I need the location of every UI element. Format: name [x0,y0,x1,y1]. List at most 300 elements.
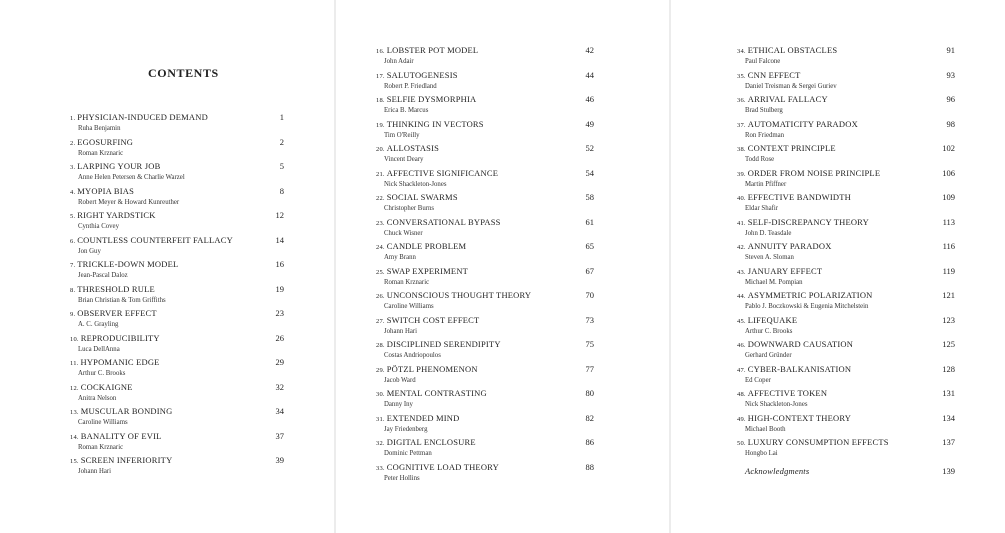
toc-entry[interactable] [376,290,594,315]
entry-number: 8. [70,286,76,294]
entry-title-line [70,186,284,198]
entry-title-line [737,364,955,376]
entry-number: 23. [376,219,385,227]
toc-entry[interactable] [70,259,284,284]
entry-number: 38. [737,146,746,153]
toc-page-left [0,0,334,533]
entry-page-number: 139 [942,465,955,476]
entry-author: Chuck Wisner [384,229,423,237]
entry-author: Martin Pfiffner [745,180,787,188]
entry-page-number: 34 [275,406,284,416]
toc-entry[interactable] [376,266,594,291]
entry-title: BANALITY OF EVIL [80,430,162,441]
entry-title: UNCONSCIOUS THOUGHT THEORY [386,290,532,300]
entry-title-line [70,333,284,345]
entry-title: EGOSURFING [77,136,134,147]
toc-entry[interactable] [70,235,284,260]
entry-title-line [70,455,284,467]
acknowledgments-title: Acknowledgments [745,465,810,476]
entry-title-line [70,137,284,149]
entry-title: OBSERVER EFFECT [77,308,157,318]
entry-number: 24. [376,244,385,251]
entry-number: 42. [737,244,746,251]
entry-title: LIFEQUAKE [747,314,798,325]
entry-title: HIGH-CONTEXT THEORY [747,412,852,423]
toc-page-right [671,0,1005,533]
entry-number: 37. [737,121,746,129]
entry-title-line [737,315,955,327]
entry-title: HYPOMANIC EDGE [80,357,160,367]
entry-author: Caroline Williams [384,303,434,310]
toc-entry[interactable] [737,413,955,438]
entry-title: LOBSTER POT MODEL [386,45,479,55]
entry-title-line [376,290,594,302]
entry-page-number: 80 [585,388,594,398]
entry-title: SELFIE DYSMORPHIA [386,94,477,104]
entry-title: DOWNWARD CAUSATION [747,339,854,349]
entry-number: 11. [70,360,79,367]
entry-author: Roman Krznaric [384,278,430,286]
entry-page-number: 5 [279,161,284,171]
entry-page-number: 73 [585,314,594,325]
toc-entry[interactable] [737,437,955,462]
entry-page-number: 52 [585,143,594,153]
toc-entry[interactable] [737,192,955,217]
entry-title: SELF-DISCREPANCY THEORY [747,216,869,227]
entry-number: 22. [376,195,385,202]
toc-entry[interactable] [376,413,594,438]
entry-author: Ruha Benjamin [78,125,121,132]
toc-entry[interactable] [376,462,594,487]
entry-title-line [70,112,284,124]
toc-entry[interactable] [737,94,955,119]
entry-author: Roman Krznaric [78,443,124,451]
toc-entry-acknowledgments[interactable] [737,466,955,491]
entry-page-number: 26 [275,332,284,343]
entry-title-line [376,143,594,155]
entry-page-number: 134 [942,412,955,423]
entry-page-number: 61 [585,216,594,227]
entry-title-line [70,308,284,320]
entry-author: Michael M. Pompian [745,278,803,286]
entry-title-line [737,241,955,253]
entry-title-line [376,241,594,253]
entry-title: THINKING IN VECTORS [386,118,484,129]
entry-author: Pablo J. Boczkowski & Eugenia Mitchelstein [745,303,869,310]
entry-title-line [376,413,594,425]
entry-page-number: 23 [275,308,284,318]
entry-title: MUSCULAR BONDING [80,406,173,416]
contents-heading: CONTENTS [148,66,219,80]
entry-title: CONTEXT PRINCIPLE [747,143,836,153]
entry-title: DISCIPLINED SERENDIPITY [386,339,501,349]
toc-entry[interactable] [376,364,594,389]
entry-title-line [70,357,284,369]
entry-title-line [737,168,955,180]
entry-author: Cynthia Covey [78,223,119,230]
entry-title-line [70,431,284,443]
entry-page-number: 29 [275,357,284,367]
entry-title-line [737,413,955,425]
entry-page-number: 39 [275,455,284,465]
toc-entry[interactable] [70,406,284,431]
entry-number: 2. [70,139,76,147]
entry-title: CYBER-BALKANISATION [747,363,852,374]
entry-page-number: 121 [942,290,955,300]
entry-title: AFFECTIVE SIGNIFICANCE [386,167,499,178]
entry-author: Anne Helen Petersen & Charlie Warzel [78,174,185,181]
toc-entry[interactable] [70,210,284,235]
toc-entry[interactable] [376,241,594,266]
entry-number: 6. [70,237,76,245]
entry-title: REPRODUCIBILITY [80,332,160,343]
entry-number: 46. [737,342,746,349]
toc-entry[interactable] [376,143,594,168]
entry-title: ORDER FROM NOISE PRINCIPLE [747,167,881,178]
entry-page-number: 113 [942,216,955,227]
entry-number: 15. [70,458,79,465]
entry-title-line [376,45,594,57]
entry-title: ARRIVAL FALLACY [747,94,828,104]
entry-author: Ed Coper [745,376,771,384]
toc-entry[interactable] [737,217,955,242]
entry-title: COUNTLESS COUNTERFEIT FALLACY [77,234,233,245]
entry-page-number: 14 [275,234,284,245]
entry-page-number: 93 [946,69,955,80]
entry-number: 12. [70,384,79,392]
toc-entry[interactable] [70,137,284,162]
toc-entry[interactable] [376,388,594,413]
entry-page-number: 1 [279,112,284,122]
entry-author: Johann Hari [78,468,112,475]
entry-title: CANDLE PROBLEM [386,241,467,251]
entry-author: Jon Guy [78,247,101,255]
toc-entry[interactable] [737,70,955,95]
entry-number: 26. [376,293,385,300]
entry-title: SOCIAL SWARMS [386,192,458,202]
entry-number: 25. [376,268,385,276]
entry-author: Todd Rose [745,156,775,163]
toc-entry[interactable] [737,290,955,315]
toc-entry[interactable] [737,364,955,389]
entry-title-line [70,210,284,222]
entry-title: SCREEN INFERIORITY [80,455,173,465]
entry-title-line [737,192,955,204]
toc-entry[interactable] [70,308,284,333]
toc-list [737,45,955,490]
entry-number: 49. [737,415,746,423]
entry-number: 47. [737,366,746,374]
entry-page-number: 131 [942,388,955,398]
entry-author: Michael Booth [745,425,786,433]
entry-author: Danny Iny [384,401,413,408]
entry-number: 44. [737,293,746,300]
entry-title-line [70,161,284,173]
entry-page-number: 88 [585,461,594,472]
entry-page-number: 116 [942,241,955,251]
entry-author: Robert P. Friedland [384,82,437,90]
entry-number: 35. [737,72,746,80]
toc-entry[interactable] [376,315,594,340]
entry-page-number: 106 [942,167,955,178]
entry-author: Ron Friedman [745,131,785,139]
toc-entry[interactable] [70,186,284,211]
entry-number: 40. [737,195,746,202]
toc-entry[interactable] [70,382,284,407]
entry-author: John D. Teasdale [745,229,792,237]
entry-title-line [376,192,594,204]
entry-number: 33. [376,464,385,472]
entry-title: JANUARY EFFECT [747,265,823,276]
entry-number: 5. [70,213,76,220]
entry-title-line [737,45,955,57]
toc-entry[interactable] [376,339,594,364]
entry-author: Gerhard Gründer [745,352,792,359]
entry-title: CNN EFFECT [747,69,801,80]
entry-page-number: 96 [946,94,955,104]
entry-author: Jacob Ward [384,376,416,384]
entry-page-number: 119 [942,265,955,276]
entry-title: COCKAIGNE [80,381,133,392]
entry-number: 3. [70,164,76,171]
entry-author: Anitra Nelson [78,394,117,402]
entry-title-line [376,339,594,351]
entry-title: MYOPIA BIAS [77,185,135,196]
entry-author: Arthur C. Brooks [78,370,126,377]
entry-author: Jean-Pascal Daloz [78,272,128,279]
entry-number: 43. [737,268,746,276]
entry-number: 50. [737,440,746,447]
entry-title: EXTENDED MIND [386,412,460,423]
entry-title-line [737,266,955,278]
entry-page-number: 123 [942,314,955,325]
entry-title-line [737,143,955,155]
entry-title-line [737,290,955,302]
entry-page-number: 12 [275,210,284,220]
entry-title-line [70,235,284,247]
toc-entry[interactable] [70,455,284,480]
toc-entry[interactable] [737,266,955,291]
entry-title: PÖTZL PHENOMENON [386,363,478,374]
toc-entry[interactable] [70,284,284,309]
entry-page-number: 91 [946,45,955,55]
toc-entry[interactable] [376,94,594,119]
entry-author: Daniel Treisman & Sergei Guriev [745,82,837,90]
entry-page-number: 67 [585,265,594,276]
entry-number: 41. [737,219,746,227]
entry-title-line [376,462,594,474]
toc-entry[interactable] [737,388,955,413]
entry-page-number: 54 [585,167,594,178]
toc-entry[interactable] [376,119,594,144]
entry-number: 10. [70,335,79,343]
entry-author: Steven A. Sloman [745,254,794,261]
entry-title-line [376,388,594,400]
toc-entry[interactable] [737,143,955,168]
entry-page-number: 65 [585,241,594,251]
entry-title: EFFECTIVE BANDWIDTH [747,192,851,202]
entry-number: 39. [737,170,746,178]
entry-author: Paul Falcone [745,58,781,65]
entry-title: DIGITAL ENCLOSURE [386,437,476,447]
entry-title: LUXURY CONSUMPTION EFFECTS [747,437,889,447]
toc-entry[interactable] [70,431,284,456]
entry-author: Tim O'Reilly [384,131,420,139]
entry-title: TRICKLE-DOWN MODEL [77,259,179,269]
toc-list [70,112,284,480]
entry-number: 45. [737,317,746,325]
entry-title-line [737,70,955,82]
entry-author: Johann Hari [384,327,418,335]
entry-number: 1. [70,115,76,122]
entry-author: Jay Friedenberg [384,425,428,433]
entry-author: Nick Shackleton-Jones [745,401,808,408]
entry-author: Brian Christian & Tom Griffiths [78,296,166,304]
entry-page-number: 77 [585,363,594,374]
entry-page-number: 137 [942,437,955,447]
entry-author: John Adair [384,58,414,65]
entry-number: 21. [376,170,385,178]
entry-title: LARPING YOUR JOB [77,161,161,171]
entry-page-number: 128 [942,363,955,374]
entry-number: 14. [70,433,79,441]
entry-title-line [70,406,284,418]
entry-title: SWITCH COST EFFECT [386,314,480,325]
toc-entry[interactable] [376,168,594,193]
entry-page-number: 46 [585,94,594,104]
entry-title-line [376,94,594,106]
entry-title-line [376,437,594,449]
entry-author: Hongbo Lai [745,450,778,457]
entry-author: Caroline Williams [78,419,128,426]
entry-title-line [70,382,284,394]
entry-title: AFFECTIVE TOKEN [747,388,828,398]
entry-title-line [376,119,594,131]
entry-number: 30. [376,391,385,398]
entry-title: PHYSICIAN-INDUCED DEMAND [77,112,208,122]
entry-page-number: 42 [585,45,594,55]
entry-title-line [376,266,594,278]
entry-title-line [70,259,284,271]
entry-number: 9. [70,311,76,318]
toc-entry[interactable] [737,168,955,193]
toc-entry[interactable] [737,339,955,364]
entry-page-number: 98 [946,118,955,129]
entry-number: 16. [376,48,385,55]
entry-title-line [376,168,594,180]
toc-entry[interactable] [737,45,955,70]
entry-number: 32. [376,440,385,447]
entry-page-number: 102 [942,143,955,153]
entry-title-line [737,119,955,131]
entry-number: 19. [376,121,385,129]
toc-entry[interactable] [70,333,284,358]
entry-author: Christopher Burns [384,205,435,212]
entry-page-number: 2 [279,136,284,147]
entry-author: Roman Krznaric [78,149,124,157]
entry-number: 28. [376,342,385,349]
entry-author: Nick Shackleton-Jones [384,180,447,188]
entry-page-number: 82 [585,412,594,423]
entry-page-number: 49 [585,118,594,129]
entry-author: Arthur C. Brooks [745,327,793,335]
toc-entry[interactable] [376,192,594,217]
entry-author: Brad Stulberg [745,107,783,114]
toc-entry[interactable] [70,112,284,137]
entry-title: THRESHOLD RULE [77,283,155,294]
entry-number: 13. [70,409,79,416]
toc-entry[interactable] [376,70,594,95]
entry-page-number: 37 [275,430,284,441]
toc-entry[interactable] [737,119,955,144]
entry-number: 29. [376,366,385,374]
entry-author: A. C. Grayling [78,321,119,328]
toc-entry[interactable] [376,217,594,242]
entry-number: 48. [737,391,746,398]
toc-page-middle [336,0,669,533]
entry-author: Robert Meyer & Howard Kunreuther [78,198,180,206]
entry-page-number: 8 [279,185,284,196]
entry-number: 7. [70,262,76,269]
entry-title-line [376,70,594,82]
entry-page-number: 32 [275,381,284,392]
entry-page-number: 86 [585,437,594,447]
entry-title: ALLOSTASIS [386,143,440,153]
entry-title-line [737,339,955,351]
entry-number: 20. [376,146,385,153]
entry-title: MENTAL CONTRASTING [386,388,487,398]
entry-page-number: 125 [942,339,955,349]
entry-author: Eldar Shafir [745,205,779,212]
entry-title-line [737,437,955,449]
entry-title-line [376,217,594,229]
entry-title: ETHICAL OBSTACLES [747,45,838,55]
entry-title: CONVERSATIONAL BYPASS [386,216,501,227]
entry-page-number: 16 [275,259,284,269]
toc-entry[interactable] [376,45,594,70]
entry-author: Erica B. Marcus [384,107,429,114]
entry-title: ANNUITY PARADOX [747,241,832,251]
entry-author: Peter Hollins [384,474,420,482]
entry-title-line [376,315,594,327]
toc-entry[interactable] [737,315,955,340]
entry-author: Dominic Pettman [384,450,432,457]
entry-number: 18. [376,97,385,104]
toc-entry[interactable] [737,241,955,266]
entry-page-number: 44 [585,69,594,80]
entry-number: 36. [737,97,746,104]
entry-author: Luca DellAnna [78,345,120,353]
entry-number: 27. [376,317,385,325]
entry-page-number: 109 [942,192,955,202]
entry-number: 17. [376,72,385,80]
entry-title: SWAP EXPERIMENT [386,265,469,276]
entry-author: Costas Andriopoulos [384,352,441,359]
entry-number: 4. [70,188,76,196]
toc-entry[interactable] [70,357,284,382]
entry-number: 31. [376,415,385,423]
entry-title-line [70,284,284,296]
toc-entry[interactable] [70,161,284,186]
entry-title: ASYMMETRIC POLARIZATION [747,290,873,300]
entry-page-number: 58 [585,192,594,202]
entry-title-line [737,94,955,106]
toc-entry[interactable] [376,437,594,462]
entry-page-number: 75 [585,339,594,349]
entry-title-line [737,217,955,229]
entry-author: Amy Brann [384,254,416,261]
entry-page-number: 19 [275,283,284,294]
